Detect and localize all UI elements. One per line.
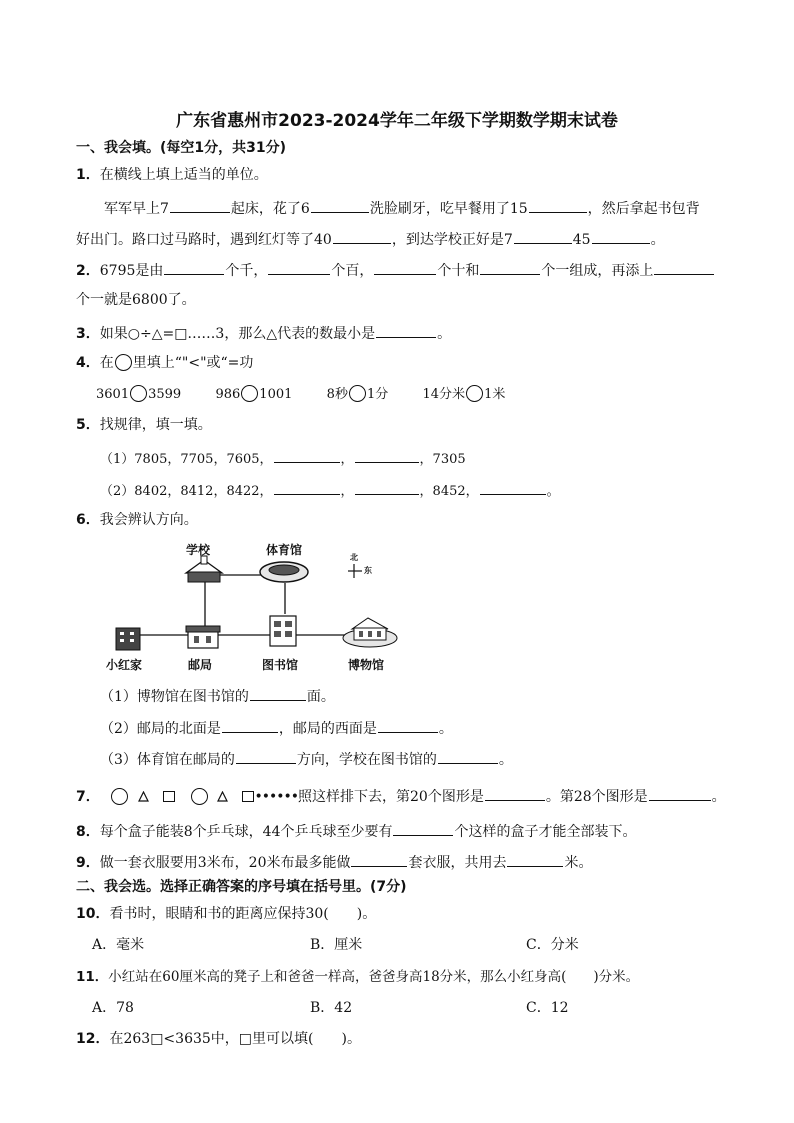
q9-blank-1[interactable] xyxy=(351,852,407,867)
q1-text-c: 洗脸刷牙，吃早餐用了15 xyxy=(369,201,528,217)
q9-number: 9． xyxy=(76,855,100,871)
q2-blank-1[interactable] xyxy=(164,260,224,275)
q4-item3-circle[interactable] xyxy=(349,385,366,402)
q4-item4-left: 14分米 xyxy=(422,387,466,402)
q1-text-f: ，到达学校正好是7 xyxy=(391,232,513,248)
map-label-east: 东 xyxy=(364,566,372,575)
map-label-library: 图书馆 xyxy=(262,658,299,672)
map-label-school: 学校 xyxy=(186,543,211,557)
q12-line xyxy=(76,1030,361,1048)
q5-s2-text-a: （2）8402，8412，8422， xyxy=(100,484,273,499)
compass-icon xyxy=(348,564,362,578)
q3-line xyxy=(76,323,451,343)
q2-number: 2． xyxy=(76,263,100,279)
q1-blank-6[interactable] xyxy=(592,229,650,244)
q1-text-b: 起床，花了6 xyxy=(230,201,310,217)
q1-number: 1． xyxy=(76,167,100,183)
q6-p3-text-c: 。 xyxy=(498,752,513,768)
q11-option-c[interactable]: C．12 xyxy=(526,1000,569,1016)
q4-line xyxy=(76,354,253,372)
q4-item1-right: 3599 xyxy=(148,387,182,402)
q2-line-1 xyxy=(76,260,715,280)
ellipsis-dots: •••••• xyxy=(254,789,299,805)
q7-blank-2[interactable] xyxy=(649,786,711,801)
q1-text-e: 好出门。路口过马路时，遇到红灯等了40 xyxy=(76,232,332,248)
q4-item2-right: 1001 xyxy=(259,387,293,402)
q4-number: 4． xyxy=(76,355,100,371)
q1-blank-5[interactable] xyxy=(514,229,572,244)
q6-p3-text-b: 方向，学校在图书馆的 xyxy=(296,752,437,768)
q5-s2-text-c: ，8452， xyxy=(419,484,479,499)
q5-line xyxy=(76,416,212,434)
q11-option-a[interactable]: A．78 xyxy=(92,1000,134,1016)
q10-line xyxy=(76,905,376,923)
q1-blank-3[interactable] xyxy=(529,198,587,213)
q1-blank-2[interactable] xyxy=(311,198,369,213)
library-icon xyxy=(270,616,296,646)
q11-text: 小红站在60厘米高的凳子上和爸爸一样高，爸爸身高18分米，那么小红身高( )分米。 xyxy=(108,969,640,985)
q4-item1-circle[interactable] xyxy=(130,385,147,402)
q4-item1-left: 3601 xyxy=(96,387,130,402)
q2-text-d: 个十和 xyxy=(437,263,480,279)
q7-text-c: 。 xyxy=(711,789,726,805)
q5-s1-blank-1[interactable] xyxy=(274,448,340,463)
q2-blank-2[interactable] xyxy=(268,260,330,275)
q2-blank-4[interactable] xyxy=(480,260,540,275)
q6-p3-text-a: （3）体育馆在邮局的 xyxy=(100,752,235,768)
q5-s2-text-b: ， xyxy=(340,484,354,499)
q5-s1-text-a: （1）7805，7705，7605， xyxy=(100,452,273,467)
map-label-gym: 体育馆 xyxy=(266,543,303,557)
q11-number: 11． xyxy=(76,969,109,985)
q7-number: 7． xyxy=(76,789,100,805)
q6-p3-blank-2[interactable] xyxy=(438,749,498,764)
q9-text-b: 套衣服，共用去 xyxy=(408,855,507,871)
school-icon xyxy=(186,556,222,582)
q7-text-a: 照这样排下去，第20个图形是 xyxy=(298,789,484,805)
q8-line xyxy=(76,821,636,841)
q5-sequence-2 xyxy=(100,480,560,501)
q10-option-b[interactable]: B．厘米 xyxy=(310,937,363,953)
q5-text: 找规律，填一填。 xyxy=(99,417,212,433)
map-label-museum: 博物馆 xyxy=(348,658,385,672)
q3-blank[interactable] xyxy=(376,323,436,338)
q8-text-a: 每个盒子能装8个乒乓球，44个乒乓球至少要有 xyxy=(99,824,393,840)
q1-text-g: 45 xyxy=(572,232,591,248)
q8-number: 8． xyxy=(76,824,100,840)
q5-s2-blank-1[interactable] xyxy=(274,480,340,495)
q2-text-a: 6795是由 xyxy=(99,263,164,279)
q5-s1-blank-2[interactable] xyxy=(355,448,419,463)
circle-icon xyxy=(115,354,132,371)
q4-item4-circle[interactable] xyxy=(466,385,483,402)
map-label-xiaohong-home: 小红家 xyxy=(106,658,143,672)
q6-text: 我会辨认方向。 xyxy=(99,512,198,528)
q6-line xyxy=(76,511,198,529)
q11-option-b[interactable]: B．42 xyxy=(310,1000,353,1016)
q6-p1-text-b: 面。 xyxy=(306,689,335,705)
q5-s2-blank-2[interactable] xyxy=(355,480,419,495)
q12-text: 在263□<3635中，□里可以填( )。 xyxy=(109,1031,361,1047)
circle-shape-icon-2 xyxy=(191,788,208,805)
q4-compare-row xyxy=(96,385,505,404)
q4-item3-right: 1分 xyxy=(366,387,389,402)
q5-s2-blank-3[interactable] xyxy=(480,480,546,495)
q5-s1-text-c: ，7305 xyxy=(419,452,466,467)
gym-icon xyxy=(260,562,308,582)
q1-line xyxy=(76,166,268,184)
q7-text-b: 。第28个图形是 xyxy=(545,789,648,805)
q2-line-2: 个一就是6800了。 xyxy=(76,292,196,308)
q9-text-a: 做一套衣服要用3米布，20米布最多能做 xyxy=(99,855,351,871)
q8-text-b: 个这样的盒子才能全部装下。 xyxy=(454,824,637,840)
q6-p2-text-c: 。 xyxy=(438,721,453,737)
q4-text-a: 在 xyxy=(99,355,114,371)
q1-blank-1[interactable] xyxy=(170,198,230,213)
q6-number: 6． xyxy=(76,512,100,528)
triangle-shape-icon xyxy=(138,791,149,802)
q7-blank-1[interactable] xyxy=(485,786,545,801)
q6-part-1 xyxy=(100,686,335,706)
q2-text-c: 个百， xyxy=(331,263,374,279)
q3-number: 3． xyxy=(76,326,100,342)
circle-shape-icon xyxy=(111,788,128,805)
q4-item2-left: 986 xyxy=(215,387,241,402)
q2-text-e: 个一组成，再添上 xyxy=(541,263,654,279)
map-label-north: 北 xyxy=(350,553,358,562)
q4-item4-right: 1米 xyxy=(484,387,506,402)
q1-text-a: 军军早上7 xyxy=(104,201,169,217)
page-title: 广东省惠州市2023-2024学年二年级下学期数学期末试卷 xyxy=(176,111,618,131)
square-shape-icon xyxy=(163,791,175,802)
q8-blank[interactable] xyxy=(393,821,453,836)
q9-text-c: 米。 xyxy=(564,855,593,871)
q1-sentence-1 xyxy=(104,198,700,218)
q12-number: 12． xyxy=(76,1031,110,1047)
q2-blank-3[interactable] xyxy=(374,260,436,275)
q1-sentence-2 xyxy=(76,229,665,249)
q10-number: 10． xyxy=(76,906,110,922)
q6-p2-blank-1[interactable] xyxy=(222,718,278,733)
q6-p3-blank-1[interactable] xyxy=(236,749,296,764)
q4-item2-circle[interactable] xyxy=(241,385,258,402)
museum-icon xyxy=(343,618,397,647)
q6-p1-blank[interactable] xyxy=(250,686,306,701)
q5-number: 5． xyxy=(76,417,100,433)
q6-p1-text-a: （1）博物馆在图书馆的 xyxy=(100,689,249,705)
q5-s2-text-d: 。 xyxy=(546,484,560,499)
q4-text-b: 里填上“"<"或“=功 xyxy=(132,355,254,371)
q10-text: 看书时，眼睛和书的距离应保持30( )。 xyxy=(109,906,377,922)
q6-p2-text-a: （2）邮局的北面是 xyxy=(100,721,221,737)
q6-p2-text-b: ，邮局的西面是 xyxy=(278,721,377,737)
q1-text: 在横线上填上适当的单位。 xyxy=(99,167,268,183)
q5-sequence-1 xyxy=(100,448,466,469)
q3-text-b: 。 xyxy=(437,326,452,342)
q5-s1-text-b: ， xyxy=(340,452,354,467)
q6-part-3 xyxy=(100,749,513,769)
q1-blank-4[interactable] xyxy=(333,229,391,244)
map-label-post-office: 邮局 xyxy=(188,658,213,672)
q6-p2-blank-2[interactable] xyxy=(378,718,438,733)
post-office-icon xyxy=(186,626,220,648)
direction-map xyxy=(100,538,420,674)
q11-line xyxy=(76,968,639,986)
q9-blank-2[interactable] xyxy=(507,852,563,867)
map-drawing xyxy=(100,538,420,674)
triangle-shape-icon-2 xyxy=(217,791,228,802)
q2-blank-5[interactable] xyxy=(654,260,714,275)
q10-option-c[interactable]: C．分米 xyxy=(526,937,579,953)
q3-text-a: 如果○÷△=□……3，那么△代表的数最小是 xyxy=(99,326,376,342)
q6-part-2 xyxy=(100,718,453,738)
q10-option-a[interactable]: A．毫米 xyxy=(92,937,145,953)
square-shape-icon-2 xyxy=(242,791,254,802)
q1-text-h: 。 xyxy=(650,232,665,248)
q1-text-d: ，然后拿起书包背 xyxy=(587,201,700,217)
q9-line xyxy=(76,852,592,872)
home-icon xyxy=(116,628,140,650)
q2-text-b: 个千， xyxy=(225,263,268,279)
q7-line xyxy=(76,786,726,806)
section1-heading: 一、我会填。(每空1分，共31分) xyxy=(76,140,287,156)
q4-item3-left: 8秒 xyxy=(326,387,348,402)
section2-heading: 二、我会选。选择正确答案的序号填在括号里。(7分) xyxy=(76,879,407,895)
